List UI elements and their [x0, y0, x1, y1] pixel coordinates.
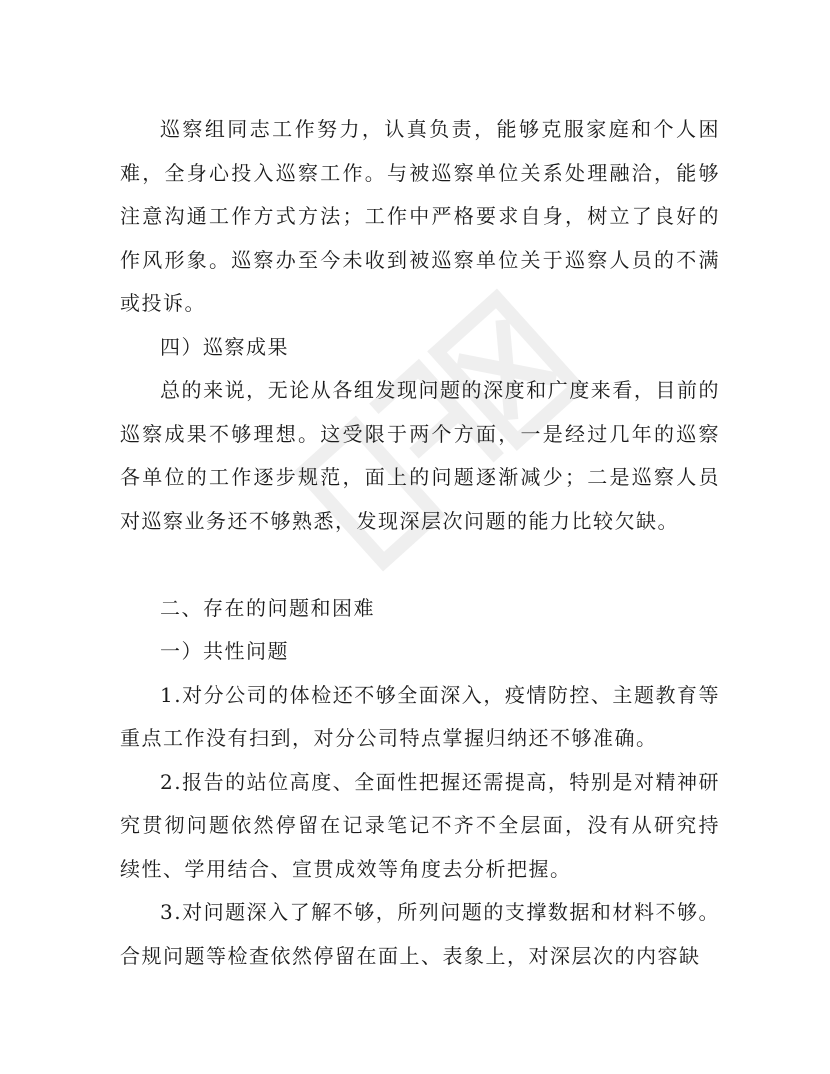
heading-common-problems: 一）共性问题: [160, 639, 289, 663]
list-item-problem-1: 1.对分公司的体检还不够全面深入，疫情防控、主题教育等重点工作没有扫到，对分公司特点掌握归纳还不够准确。: [120, 682, 720, 750]
blank-line: [120, 543, 720, 587]
list-item-problem-3: 3.对问题深入了解不够，所列问题的支撑数据和材料不够。合规问题等检查依然停留在面上、表象上，对深层次的内容缺: [120, 900, 720, 968]
heading-inspection-results: 四）巡察成果: [160, 334, 289, 359]
heading-problems-difficulties: 二、存在的问题和困难: [160, 595, 375, 620]
paragraph-results-summary: 总的来说，无论从各组发现问题的深度和广度来看，目前的巡察成果不够理想。这受限于两个方面，一是经过几年的巡察各单位的工作逐步规范，面上的问题逐渐减少；二是巡察人员对巡察业务还不够熟悉，发现深层次问题的能力比较欠缺。: [120, 378, 720, 533]
list-item-problem-2: 2.报告的站位高度、全面性把握还需提高，特别是对精神研究贯彻问题依然停留在记录笔记不齐不全层面，没有从研究持续性、学用结合、宣贯成效等角度去分析把握。: [120, 769, 720, 881]
paragraph-team-conduct: 巡察组同志工作努力，认真负责，能够克服家庭和个人困难，全身心投入巡察工作。与被巡察单位关系处理融洽，能够注意沟通工作方式方法；工作中严格要求自身，树立了良好的作风形象。巡察办至今未收到被巡察单位关于巡察人员的不满或投诉。: [120, 117, 720, 315]
document-body: [120, 108, 720, 978]
